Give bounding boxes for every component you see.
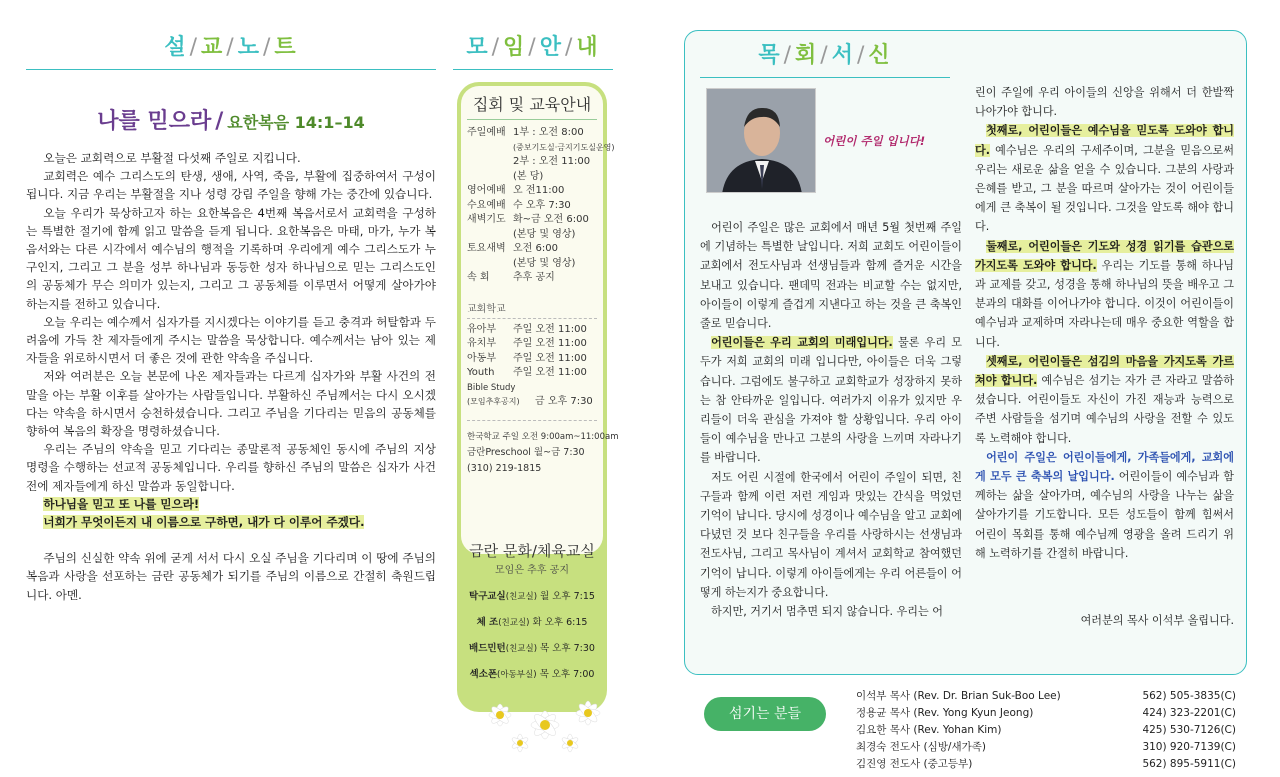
servant-row: 김진영 전도사 (중고등부) 562) 895-5911(C) bbox=[856, 758, 1236, 770]
class-row: 배드민턴(친교실) 목 오후 7:30 bbox=[469, 643, 595, 654]
servant-row: 최경숙 전도사 (심방/새가족) 310) 920-7139(C) bbox=[856, 741, 1236, 753]
divider bbox=[700, 77, 950, 78]
letter-right-column bbox=[975, 83, 1234, 563]
paragraph: 우리는 주님의 약속을 믿고 기다리는 종말론적 공동체인 동시에 주님의 지상 명령을 수행하는 선교적 공동체입니다. 우리를 향하신 주님의 말씀은 십자가 사건 전에 제자들에게 하신 말씀과 동일합니다. bbox=[26, 442, 436, 493]
paragraph: 어린이 주일은 어린이들에게, 가족들에게, 교회에게 모두 큰 축복의 날입니다. 어린이들이 예수님과 함께하는 삶을 살아가며, 예수님의 사랑을 나누는 삶을 살아가기를 기도합니다. 모든 성도들이 함께 힘써서 어린이 목회를 통해 예수님께 영광을 올려 드리기 위해 노력하기를 간절히 바랍니다. bbox=[975, 450, 1235, 560]
schedule-row: Youth 주일 오전 11:00 bbox=[467, 367, 587, 378]
paragraph: 오늘은 교회력으로 부활절 다섯째 주일로 지킵니다. bbox=[43, 151, 301, 165]
school-contact: 한국학교 주일 오전 9:00am~11:00am 금란Preschool 월~금 7:30 (310) 219-1815 bbox=[467, 431, 619, 474]
pastor-portrait bbox=[706, 88, 816, 193]
schedule-row: 수요예배 수 오후 7:30 bbox=[467, 199, 571, 211]
servant-row: 김요한 목사 (Rev. Yohan Kim) 425) 530-7126(C) bbox=[856, 724, 1236, 736]
schedule-row: 속 회 추후 공지 bbox=[467, 272, 555, 283]
class-row: 체 조(친교실) 화 오후 6:15 bbox=[476, 617, 588, 628]
paragraph: 어린이 주일은 많은 교회에서 매년 5월 첫번째 주일에 기념하는 특별한 날입니다. 저희 교회도 어린이들이 교회에서 전도사님과 선생님들과 함께 즐거운 시간을 보내고 있습니다. 팬데믹 전과는 비교할 수는 없지만, 아이들이 이렇게 즐겁게 지낸다고 하는 것을 큰 축복인 줄로 믿습니다. bbox=[700, 221, 962, 331]
meetings-column bbox=[453, 30, 613, 70]
paragraph: 첫째로, 어린이들은 예수님을 믿도록 도와야 합니다. 예수님은 우리의 구세주이며, 그분을 믿음으로써 우리는 새로운 삶을 얻을 수 있습니다. 그분의 사랑과 은혜를 받고, 그 분을 따르며 살아가는 것이 어린이들에게 큰 축복이 될 것입니다. 그것을 알도록 해야 합니다. bbox=[975, 124, 1234, 234]
letter-section-title-wrap bbox=[700, 38, 950, 78]
letter-signature: 여러분의 목사 이석부 올립니다. bbox=[1080, 614, 1234, 627]
sermon-section-title: 설/교/노/트 bbox=[164, 35, 298, 60]
schedule-row: 아동부 주일 오전 11:00 bbox=[467, 352, 587, 364]
schedule-heading: 집회 및 교육안내 bbox=[467, 92, 597, 120]
servant-row: 이석부 목사 (Rev. Dr. Brian Suk-Boo Lee) 562) 505-3835(C) bbox=[856, 690, 1236, 702]
sermon-column bbox=[26, 30, 436, 604]
culture-subtitle: 모임은 추후 공지 bbox=[495, 565, 569, 576]
class-row: 섹소폰(아동부실) 목 오후 7:00 bbox=[469, 669, 595, 680]
divider bbox=[26, 69, 436, 70]
servants-list bbox=[856, 688, 1236, 773]
paragraph: 어린이들은 우리 교회의 미래입니다. 물론 우리 모두가 저희 교회의 미래 입니다만, 아이들은 더욱 그렇습니다. 그럼에도 불구하고 교회학교가 성장하지 못하는 참 안타까운 일입니다. 여러가지 이유가 있지만 우리들이 더욱 관심을 가져야 할 상황입니다. 우리 아이들이 예수님을 만나고 그분의 사랑을 느끼며 자라나기를 바랍니다. bbox=[700, 336, 962, 465]
schedule-row: 주일예배 1부 : 오전 8:00 bbox=[467, 127, 584, 138]
culture-heading: 금란 문화/체육교실 bbox=[469, 542, 595, 560]
schedule-row: 2부 : 오전 11:00 bbox=[513, 156, 591, 167]
schedule-row: 새벽기도 화~금 오전 6:00 bbox=[467, 214, 589, 225]
sermon-title: 나를 믿으라 / 요한복음 14:1–14 bbox=[97, 109, 365, 134]
paragraph: 저와 여러분은 오늘 본문에 나온 제자들과는 다르게 십자가와 부활 사건의 전말을 아는 부활 이후를 살아가는 사람들입니다. 부활하신 주님께서는 다시 오시겠다는 약속을 하시면서 승천하셨습니다. 그리고 주님을 기다리는 믿음의 공동체를 향하여 복음의 확장을 명령하셨습니다. bbox=[26, 369, 436, 439]
paragraph: 하지만, 거기서 멈추면 되지 않습니다. 우리는 어 bbox=[711, 605, 943, 619]
letter-section-title: 목/회/서/신 bbox=[758, 43, 892, 68]
culture-sports-class bbox=[457, 540, 607, 688]
daisy-flowers-decoration bbox=[470, 685, 620, 755]
schedule-row: (본 당) bbox=[513, 170, 544, 182]
church-school-schedule bbox=[467, 323, 597, 410]
highlight-verse: 너희가 무엇이든지 내 이름으로 구하면, 내가 다 이루어 주겠다. bbox=[43, 515, 365, 530]
servants-label-button: 섬기는 분들 bbox=[704, 697, 826, 731]
schedule-row: (본당 및 영상) bbox=[513, 228, 576, 240]
schedule-row: (본당 및 영상) bbox=[513, 257, 576, 269]
schedule-row: 유치부 주일 오전 11:00 bbox=[467, 338, 587, 349]
schedule-card bbox=[461, 86, 619, 554]
paragraph: 둘째로, 어린이들은 기도와 성경 읽기를 습관으로 가지도록 도와야 합니다. 우리는 기도를 통해 하나님과 교제를 갖고, 성경을 통해 하나님의 뜻을 배우고 그 분과의 대화를 이어나가야 합니다. 이것이 어린이들이 예수님과 교제하며 자라나는데 매우 중요한 역할을 합니다. bbox=[975, 239, 1234, 349]
paragraph: 오늘 우리가 묵상하고자 하는 요한복음은 4번째 복음서로서 교회력을 구성하는 특별한 절기에 함께 읽고 말씀을 듣게 됩니다. 요한복음은 마태, 마가, 누가 복음서와는 다른 시각에서 예수님의 행적을 기록하며 우리에게 예수 그리스도가 누구인지, 그리고 그 분을 성부 하나님과 동등한 성자 하나님으로 믿는 그리스도인의 공동체가 무슨 의미가 있는지, 그리고 그 공동체를 이루면서 어떻게 살아가야 하는지를 전하고 있습니다. bbox=[26, 205, 436, 311]
paragraph: 저도 어린 시절에 한국에서 어린이 주일이 되면, 친구들과 함께 이런 저런 게임과 맛있는 간식을 먹었던 기억이 납니다. 당시에 성경이나 예수님을 알고 교회에 다녔던 것 보다 친구들을 우리를 사랑하시는 선생님과 전도사님, 그리고 목사님이 계셔서 교회학교 참여했던 기억이 납니다. 이렇게 아이들에게는 우리 어른들이 어떻게 하는지가 중요합니다. bbox=[700, 470, 962, 599]
paragraph: 셋째로, 어린이들은 섬김의 마음을 가지도록 가르쳐야 합니다. 예수님은 섬기는 자가 큰 자라고 말씀하셨습니다. 어린이들도 자신이 가진 재능과 능력으로 주변 사람들을 섬기며 예수님의 사랑을 전할 수 있도록 노력해야 합니다. bbox=[975, 354, 1234, 445]
class-row: 탁구교실(친교실) 월 오후 7:15 bbox=[469, 591, 595, 602]
schedule-row: (중보기도실·금지기도실운영) bbox=[513, 142, 615, 152]
sermon-body bbox=[26, 149, 436, 604]
paragraph: 교회력은 예수 그리스도의 탄생, 생애, 사역, 죽음, 부활에 집중하여서 구성이 됩니다. 지금 우리는 부활절을 지나 성령 강림 주일을 향해 가는 중간에 있습니다. bbox=[26, 169, 436, 202]
letter-left-column bbox=[700, 218, 962, 621]
highlight-verse: 하나님을 믿고 또 나를 믿으라! bbox=[43, 496, 200, 511]
closing-paragraph: 주님의 신실한 약속 위에 굳게 서서 다시 오실 주님을 기다리며 이 땅에 주님의 복음과 사랑을 선포하는 금란 공동체가 되기를 주님의 이름으로 간절히 축원드립니다. 아멘. bbox=[26, 551, 436, 602]
schedule-row: 유아부 주일 오전 11:00 bbox=[467, 323, 587, 335]
schedule-row: 영어예배 오 전11:00 bbox=[467, 185, 565, 196]
paragraph: 오늘 우리는 예수께서 십자가를 지시겠다는 이야기를 듣고 충격과 허탈함과 두려움에 가득 찬 제자들에게 주시는 말씀을 묵상합니다. 예수께서는 남아 있는 제자들을 위로하시면서 더 좋은 것에 관한 약속을 주십니다. bbox=[26, 314, 436, 366]
schedule-row: Bible Study bbox=[467, 382, 516, 393]
worship-schedule bbox=[467, 126, 615, 286]
photo-caption: 어린이 주일 입니다! bbox=[823, 134, 926, 148]
church-school-heading: 교회학교 bbox=[467, 300, 597, 319]
schedule-row: 토요새벽 오전 6:00 bbox=[467, 243, 558, 254]
schedule-row: (모임추후공지) 금 오후 7:30 bbox=[467, 396, 593, 407]
scripture-reference: 요한복음 14:1–14 bbox=[227, 113, 365, 132]
divider bbox=[453, 69, 613, 70]
paragraph: 린이 주일에 우리 아이들의 신앙을 위해서 더 한발짝 나아가야 합니다. bbox=[975, 86, 1234, 119]
meetings-section-title: 모/임/안/내 bbox=[466, 35, 600, 60]
servant-row: 정용균 목사 (Rev. Yong Kyun Jeong) 424) 323-2201(C) bbox=[856, 707, 1236, 719]
